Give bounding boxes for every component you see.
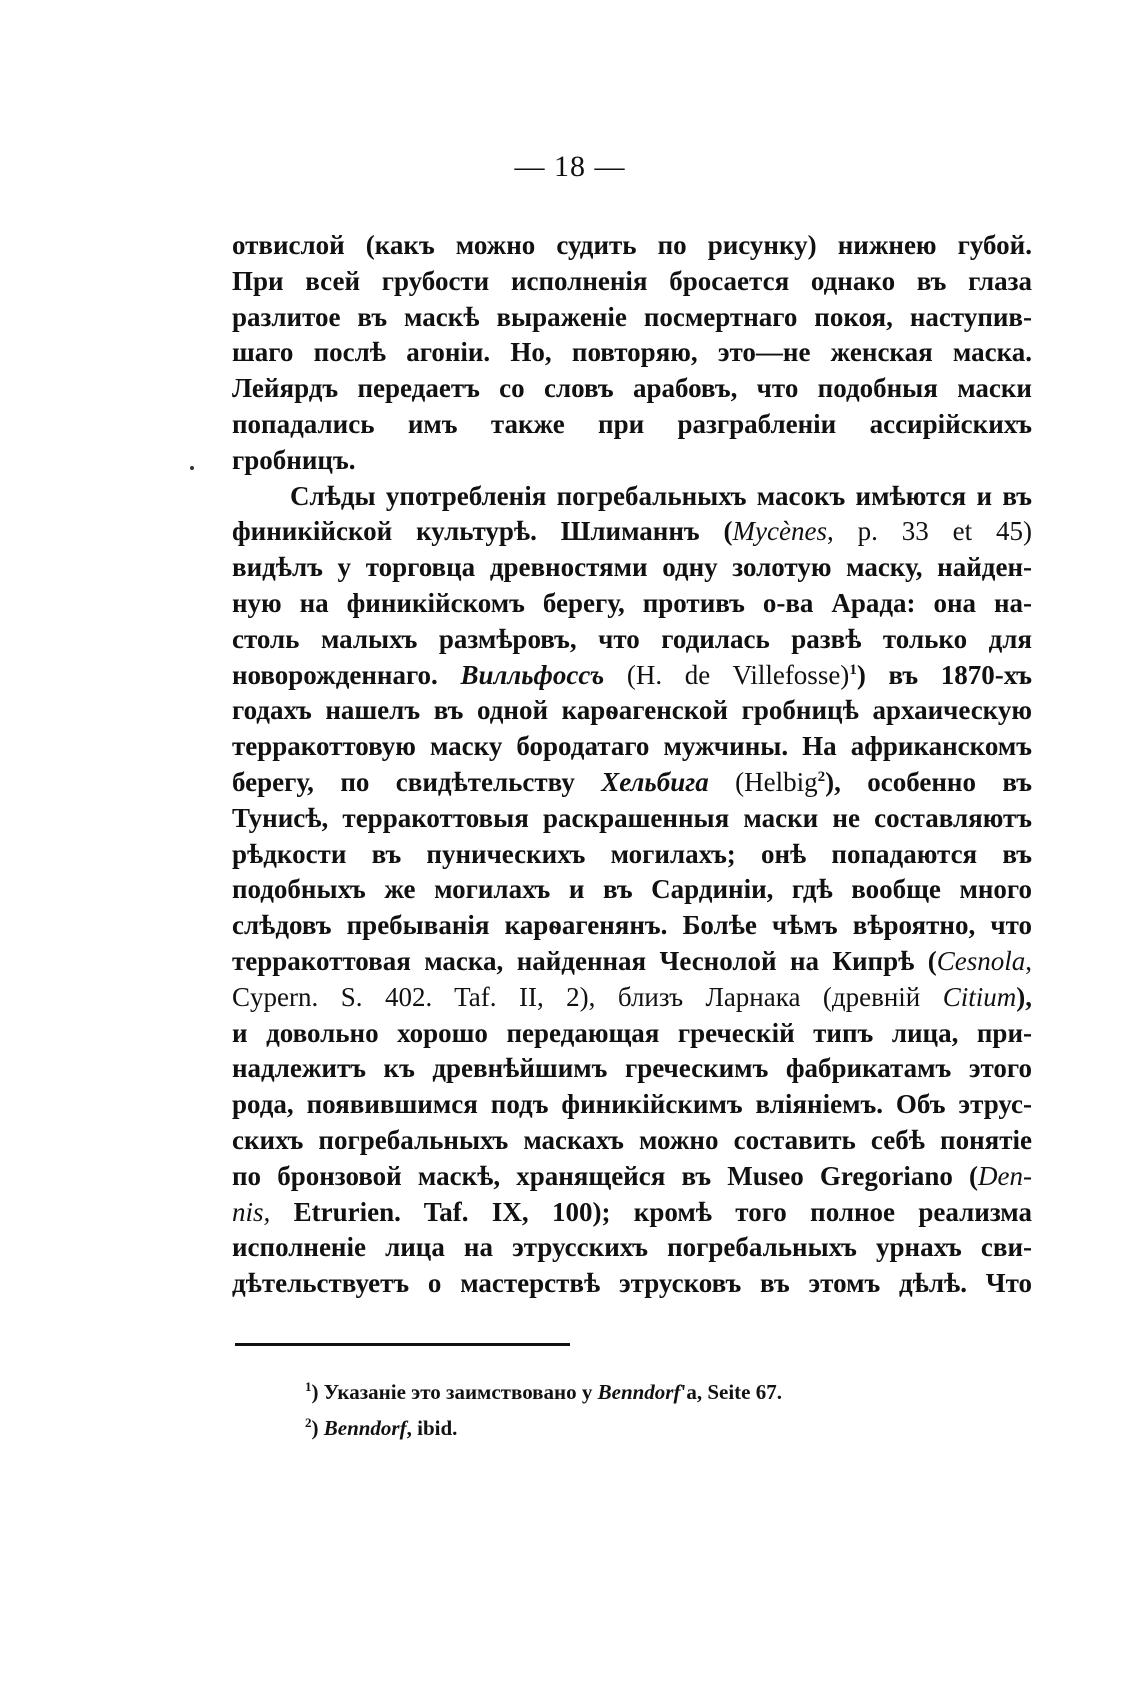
footnote-divider xyxy=(235,1343,570,1346)
text-line xyxy=(232,1195,1032,1231)
text-line: годахъ нашелъ въ одной карѳагенской гробницѣ архаическую xyxy=(232,695,1032,726)
text-run: , ibid. xyxy=(406,1416,458,1440)
text-line xyxy=(232,1159,1032,1195)
author-latin: Benndorf xyxy=(597,1380,681,1404)
text-line: шаго послѣ агоніи. Но, повторяю, это—не женская маска. xyxy=(232,337,1032,368)
text-line: дѣтельствуетъ о мастерствѣ этрусковъ въ этомъ дѣлѣ. Что xyxy=(232,1268,1032,1299)
footnote-ref-1: 1 xyxy=(849,661,857,678)
footnote-1 xyxy=(305,1374,1005,1410)
footnotes xyxy=(305,1374,1005,1446)
text-line: Лейярдъ передаетъ со словъ арабовъ, что подобныя маски xyxy=(232,373,1032,404)
author-latin: Benndorf xyxy=(323,1416,407,1440)
text-line: гробницъ. xyxy=(232,444,356,475)
text-run: по бронзовой маскѣ, хранящейся въ Museo Gregoriano ( xyxy=(232,1160,979,1191)
author-latin: Den- xyxy=(978,1160,1032,1191)
text-run: новорожденнаго. xyxy=(232,659,461,690)
text-line: попадались имъ также при разграбленіи ассирійскихъ xyxy=(232,408,1032,439)
text-line: столь малыхъ размѣровъ, что годилась развѣ только для xyxy=(232,623,1032,654)
footnote-ref-2: 2 xyxy=(817,768,826,785)
author-name: Хельбига xyxy=(601,766,709,797)
text-line: При всей грубости исполненія бросается однако въ глаза xyxy=(232,265,1032,296)
text-line xyxy=(232,514,1032,550)
page-number: — 18 — xyxy=(514,150,626,183)
text-run: берегу, по свидѣтельству xyxy=(232,766,602,797)
text-line: исполненіе лица на этрусскихъ погребальныхъ урнахъ сви- xyxy=(232,1232,1032,1263)
book-title: Mycènes xyxy=(732,516,827,547)
text-run: ) въ 1870-хъ xyxy=(856,659,1032,690)
footnote-mark: 2 xyxy=(305,1415,312,1430)
text-line: рѣдкости въ пуническихъ могилахъ; онѣ попадаются въ xyxy=(232,838,1032,869)
text-line: разлитое въ маскѣ выраженіе посмертнаго покоя, наступив- xyxy=(232,301,1032,332)
text-line xyxy=(232,658,1032,694)
author-latin: nis, xyxy=(232,1196,271,1227)
text-run: Etrurien. Taf. IX, 100); кромѣ того полное реализма xyxy=(270,1196,1032,1227)
text-run: ) Указаніе это заимствовано у xyxy=(311,1380,598,1404)
author-latin: (H. de Villefosse) xyxy=(604,659,850,690)
text-run: финикійской культурѣ. Шлиманнъ ( xyxy=(232,516,733,547)
text-line xyxy=(232,944,1032,980)
text-line: видѣлъ у торговца древностями одну золотую маску, найден- xyxy=(232,552,1032,583)
text-line xyxy=(232,980,1032,1016)
text-line: надлежитъ къ древнѣйшимъ греческимъ фабрикатамъ этого xyxy=(232,1053,1032,1084)
text-run: терракоттовая маска, найденная Чеснолой на Кипрѣ ( xyxy=(232,945,937,976)
text-line: отвислой (какъ можно судить по рисунку) нижнею губой. xyxy=(232,230,1032,260)
text-line: и довольно хорошо передающая греческій типъ лица, при- xyxy=(232,1017,1032,1048)
citation: , p. 33 et 45) xyxy=(826,516,1032,547)
text-line xyxy=(232,765,1032,801)
footnote-2 xyxy=(305,1410,1005,1446)
text-run: 'а, Seite 67. xyxy=(680,1380,782,1404)
main-text xyxy=(232,228,1032,1302)
text-line: скихъ погребальныхъ маскахъ можно составить себѣ понятіе xyxy=(232,1124,1032,1155)
citation: Cypern. S. 402. Taf. II, 2), близъ Ларнака (древній xyxy=(232,981,943,1012)
text-line: Тунисѣ, терракоттовыя раскрашенныя маски не составляютъ xyxy=(232,802,1032,833)
footnote-mark: 1 xyxy=(305,1379,312,1394)
text-line: рода, появившимся подъ финикійскимъ вліяніемъ. Объ этрус- xyxy=(232,1089,1032,1120)
text-line: Слѣды употребленія погребальныхъ масокъ имѣются и въ xyxy=(290,480,1032,511)
author-latin: Cesnola xyxy=(936,945,1026,976)
text-run: ), xyxy=(1016,981,1032,1012)
text-line: ную на финикійскомъ берегу, противъ о-ва Арада: она на- xyxy=(232,587,1032,618)
author-latin: (Helbig xyxy=(708,766,818,797)
margin-mark xyxy=(190,466,194,470)
text-run: ) xyxy=(311,1416,324,1440)
text-run: , xyxy=(1025,945,1032,976)
text-line: подобныхъ же могилахъ и въ Сардиніи, гдѣ вообще много xyxy=(232,874,1032,905)
author-name: Вилльфоссъ xyxy=(460,659,605,690)
text-line: терракоттовую маску бородатаго мужчины. На африканскомъ xyxy=(232,731,1032,762)
text-line: слѣдовъ пребыванія карѳагенянъ. Болѣе чѣмъ вѣроятно, что xyxy=(232,910,1032,941)
place-name: Citium xyxy=(942,981,1017,1012)
text-run: ), особенно въ xyxy=(825,766,1032,797)
